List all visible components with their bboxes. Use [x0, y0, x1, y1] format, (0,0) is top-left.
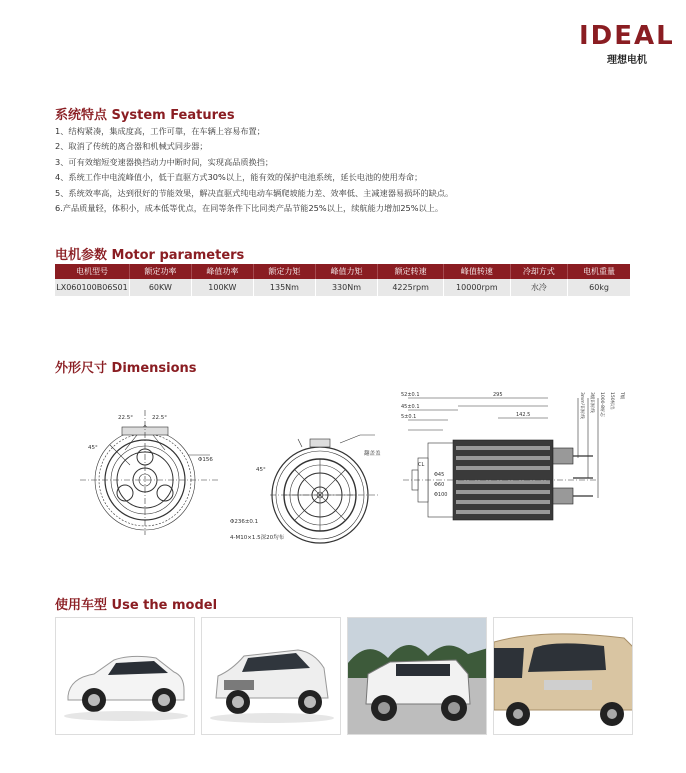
- header-weight: 电机重量: [568, 264, 630, 279]
- feature-item: 4、系统工作中电流峰值小，低于直驱方式30%以上，能有效的保护电池系统，延长电池的使用寿命；: [55, 172, 423, 183]
- header-rated-speed: 额定转速: [378, 264, 444, 279]
- side-callout-3: 1000-8标志: [599, 392, 604, 417]
- dim-side-d45: Φ45: [434, 472, 445, 478]
- header-cooling: 冷却方式: [510, 264, 568, 279]
- features-list: [55, 124, 655, 216]
- feature-item: 3、可有效缩短变速器换挡动力中断时间，实现高品质换挡；: [55, 156, 274, 167]
- cell-rated-speed: 4225rpm: [378, 279, 444, 296]
- brand-logo: [579, 21, 675, 66]
- features-title: 系统特点 System Features: [55, 108, 235, 123]
- cell-peak-speed: 10000rpm: [444, 279, 510, 296]
- cell-rated-power: 60KW: [129, 279, 191, 296]
- header-peak-speed: 峰值转速: [444, 264, 510, 279]
- photo-minibus-van: [493, 617, 633, 735]
- header-peak-torque: 峰值力矩: [315, 264, 377, 279]
- header-rated-torque: 额定力矩: [253, 264, 315, 279]
- dim-rear-diameter: Φ236±0.1: [230, 519, 259, 525]
- side-callout-2: 3级识标线: [589, 392, 594, 413]
- side-callout-4: 150标出: [609, 392, 614, 410]
- side-view-drawing: [398, 388, 628, 538]
- dim-side-d100: Φ100: [434, 492, 448, 498]
- feature-item: 2、取消了传统的离合器和机械式同步器；: [55, 141, 208, 152]
- dim-side-142: 142.5: [516, 412, 531, 418]
- params-table: [55, 264, 630, 296]
- dim-side-d60: Φ60: [434, 482, 445, 488]
- photo-suv: [201, 617, 341, 735]
- dim-front-angle-2: 22.5°: [152, 415, 167, 421]
- feature-item: 1、结构紧凑，集成度高，工作可靠，在车辆上容易布置；: [55, 126, 265, 136]
- header-peak-power: 峰值功率: [191, 264, 253, 279]
- rear-view-drawing: [230, 425, 390, 550]
- cell-weight: 60kg: [568, 279, 630, 296]
- dimensions-title: 外形尺寸 Dimensions: [55, 361, 197, 376]
- feature-item: 6.产品质量轻，体积小，成本低等优点，在同等条件下比同类产品节能25%以上，续航能力增加25%以上。: [55, 203, 444, 214]
- side-callout-1: 3mm²识标线: [579, 392, 584, 419]
- params-header-row: [55, 264, 630, 279]
- models-title: 使用车型 Use the model: [55, 598, 218, 613]
- dim-front-angle-1: 22.5°: [118, 415, 133, 421]
- cell-peak-power: 100KW: [191, 279, 253, 296]
- dim-front-angle-3: 45°: [88, 445, 98, 451]
- cell-model: LX060100B06S01: [55, 279, 129, 296]
- dim-rear-bolt: 4-M10×1.5深20均布: [230, 535, 285, 541]
- dim-side-52: 52±0.1: [401, 392, 420, 398]
- dim-front-diameter: Φ156: [198, 457, 213, 463]
- dim-side-length: 295: [493, 392, 503, 398]
- dim-side-5: 5±0.1: [401, 414, 417, 420]
- side-callout-5: T级: [619, 392, 624, 400]
- dim-rear-angle: 45°: [256, 467, 266, 473]
- cell-rated-torque: 135Nm: [253, 279, 315, 296]
- header-model: 电机型号: [55, 264, 129, 279]
- photo-hatchback-car: [55, 617, 195, 735]
- cell-cooling: 水冷: [510, 279, 568, 296]
- feature-item: 5、系统效率高，达到很好的节能效果，解决直驱式纯电动车辆爬坡能力差、效率低、主减速器易损坏的缺点。: [55, 187, 454, 198]
- cell-peak-torque: 330Nm: [315, 279, 377, 296]
- params-title: 电机参数 Motor parameters: [55, 248, 245, 263]
- header-rated-power: 额定功率: [129, 264, 191, 279]
- dim-side-cl: CL: [418, 462, 425, 468]
- logo-subtitle: 理想电机: [607, 55, 647, 66]
- dim-side-45: 45±0.1: [401, 404, 420, 410]
- photo-off-road-jeep: [347, 617, 487, 735]
- logo-wordmark: IDEAL: [579, 21, 675, 51]
- params-data-row: [55, 279, 630, 296]
- front-view-drawing: [70, 405, 230, 540]
- dim-rear-cover: 翻盖盖: [364, 451, 381, 457]
